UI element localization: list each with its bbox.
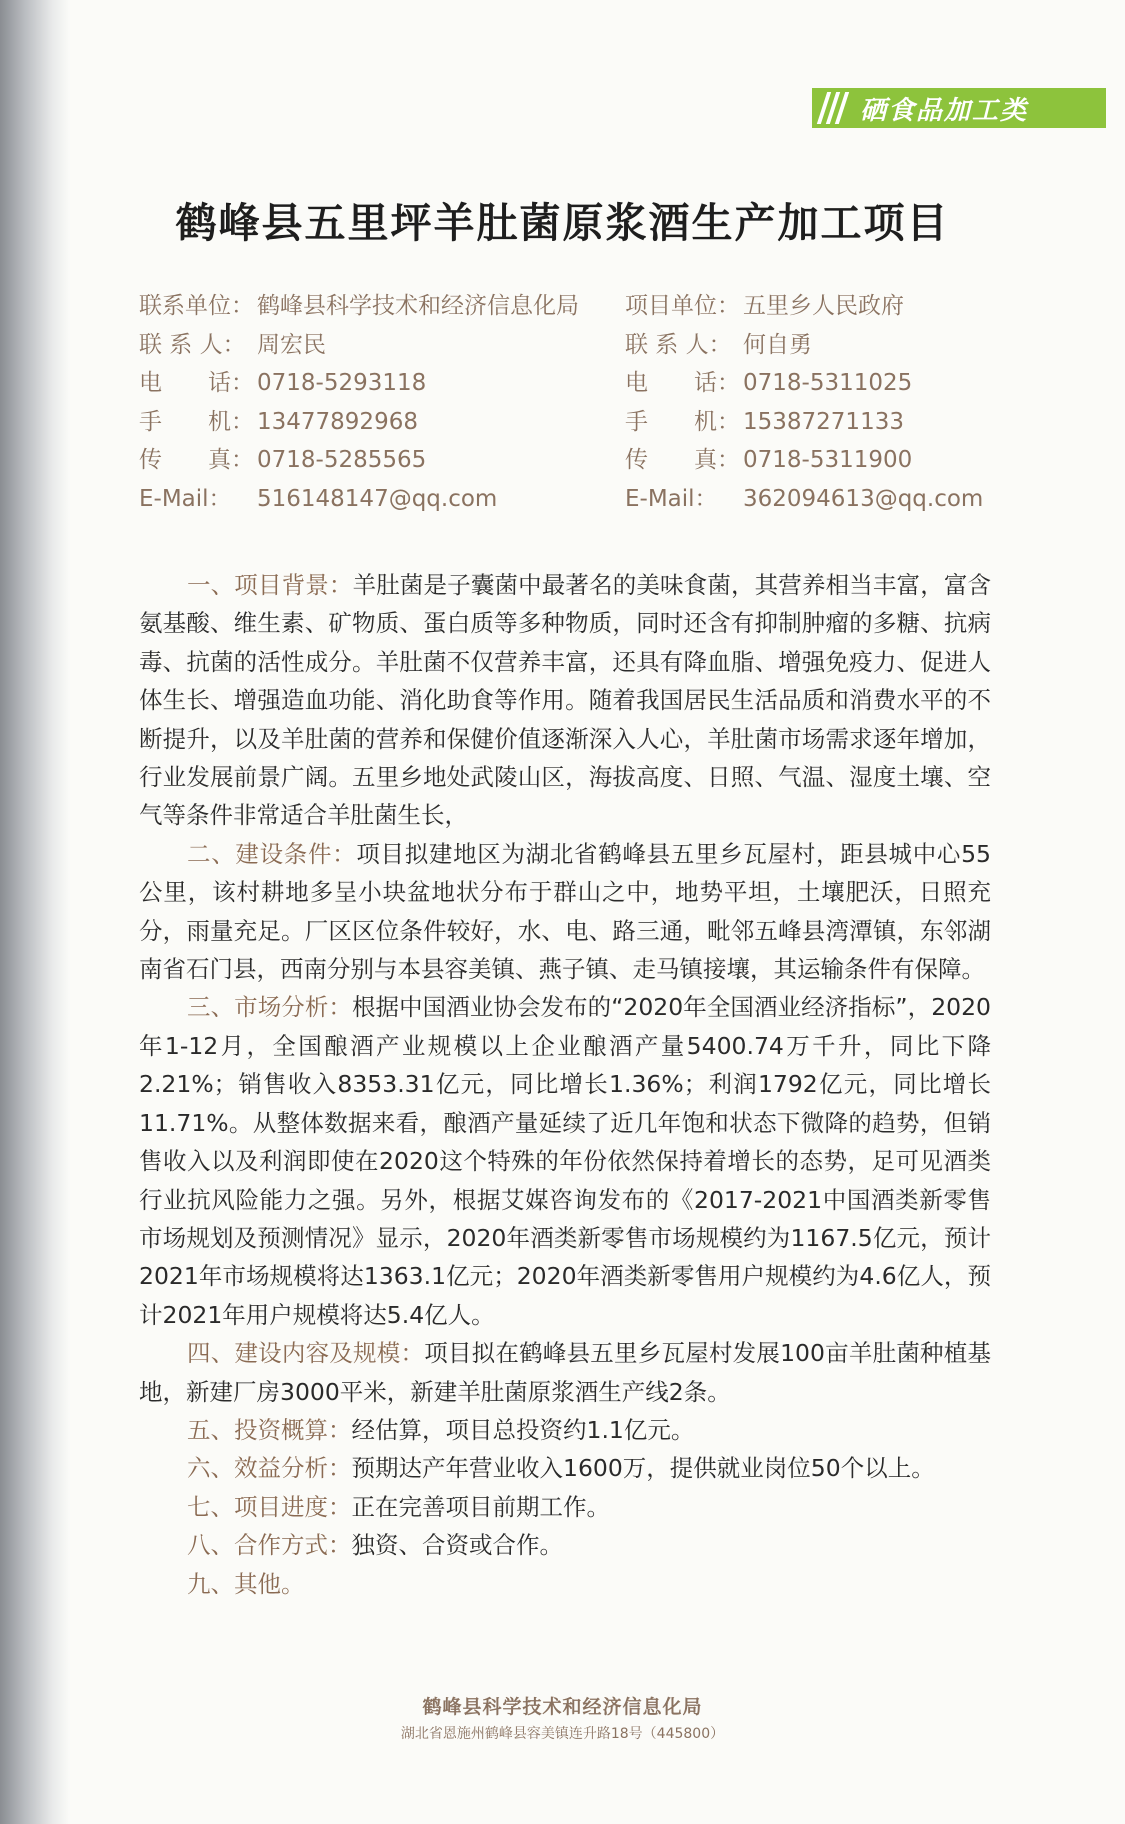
section-conditions (139, 835, 991, 989)
contact-label: 电 话： (139, 370, 254, 397)
category-tag (812, 88, 1106, 128)
page-spine-shadow (0, 0, 70, 1824)
contact-value: 鹤峰县科学技术和经济信息化局 (257, 293, 579, 319)
contact-row-right (625, 326, 1009, 365)
section-heading: 四、建设内容及规模： (187, 1339, 425, 1368)
contact-row-left (139, 480, 625, 519)
section-heading: 二、建设条件： (187, 839, 357, 868)
contact-value: 0718-5311025 (743, 370, 913, 397)
contact-row-right (625, 287, 1009, 326)
section-text: 独资、合资或合作。 (351, 1531, 563, 1560)
contact-label: 联 系 人： (139, 331, 246, 358)
contact-row-left (139, 287, 625, 326)
contact-label: 手 机： (625, 408, 740, 435)
section-heading: 八、合作方式： (187, 1531, 352, 1560)
stripes-icon (822, 92, 852, 124)
contact-value: 0718-5285565 (257, 447, 427, 474)
section-progress (139, 1488, 991, 1526)
contact-label: 项目单位： (625, 293, 740, 319)
contact-label: 联 系 人： (625, 331, 732, 358)
footer (0, 1692, 1125, 1743)
contact-value: 13477892968 (257, 408, 418, 435)
contact-label: E-Mail： (625, 485, 718, 512)
section-scope (139, 1334, 991, 1411)
section-market (139, 988, 991, 1334)
contact-row-right (625, 364, 1009, 403)
section-text: 经估算，项目总投资约1.1亿元。 (351, 1415, 695, 1444)
contact-label: E-Mail： (139, 485, 232, 512)
contact-value: 何自勇 (743, 331, 812, 358)
section-text: 项目拟在鹤峰县五里乡瓦屋村发展100亩羊肚菌种植基地，新建厂房3000平米，新建羊肚菌原浆酒生产线2条。 (139, 1339, 991, 1406)
contact-row-right (625, 480, 1009, 519)
contact-value: 周宏民 (257, 331, 326, 358)
section-text: 羊肚菌是子囊菌中最著名的美味食菌，其营养相当丰富，富含氨基酸、维生素、矿物质、蛋白质等多种物质，同时还含有抑制肿瘤的多糖、抗病毒、抗菌的活性成分。羊肚菌不仅营养丰富，还具有降血脂、增强免疫力、促进人体生长、增强造血功能、消化助食等作用。随着我国居民生活品质和消费水平的不断提升，以及羊肚菌的营养和保健价值逐渐深入人心，羊肚菌市场需求逐年增加，行业发展前景广阔。五里乡地处武陵山区，海拔高度、日照、气温、湿度土壤、空气等条件非常适合羊肚菌生长， (139, 571, 992, 830)
contact-value: 362094613@qq.com (743, 485, 984, 512)
contact-value: 0718-5311900 (743, 447, 913, 474)
contact-label: 电 话： (625, 370, 740, 397)
contact-label: 传 真： (625, 447, 740, 474)
footer-address: 湖北省恩施州鹤峰县容美镇连升路18号（445800） (400, 1726, 725, 1742)
section-heading: 九、其他。 (187, 1569, 305, 1598)
section-other (139, 1565, 991, 1603)
contact-value: 516148147@qq.com (257, 485, 498, 512)
section-text: 项目拟建地区为湖北省鹤峰县五里乡瓦屋村，距县城中心55公里，该村耕地多呈小块盆地状分布于群山之中，地势平坦，土壤肥沃，日照充分，雨量充足。厂区区位条件较好，水、电、路三通，毗邻五峰县湾潭镇，东邻湖南省石门县，西南分别与本县容美镇、燕子镇、走马镇接壤，其运输条件有保障。 (139, 839, 992, 984)
contact-row-right (625, 403, 1009, 442)
section-heading: 三、市场分析： (187, 993, 352, 1022)
contact-label: 传 真： (139, 447, 254, 474)
category-tag-label: 硒食品加工类 (860, 95, 1029, 126)
section-cooperation (139, 1526, 991, 1564)
section-heading: 一、项目背景： (187, 571, 353, 599)
contact-row-right (625, 441, 1009, 480)
contact-value: 15387271133 (743, 408, 904, 435)
contact-row-left (139, 364, 625, 403)
section-heading: 六、效益分析： (187, 1454, 352, 1483)
contact-value: 五里乡人民政府 (743, 293, 904, 319)
contact-label: 手 机： (139, 408, 254, 435)
section-heading: 五、投资概算： (187, 1415, 352, 1444)
footer-org: 鹤峰县科学技术和经济信息化局 (422, 1696, 703, 1718)
page-title: 鹤峰县五里坪羊肚菌原浆酒生产加工项目 (175, 199, 950, 247)
contact-label: 联系单位： (139, 293, 254, 319)
contact-row-left (139, 403, 625, 442)
section-benefit (139, 1449, 991, 1487)
contact-row-left (139, 326, 625, 365)
contact-value: 0718-5293118 (257, 370, 427, 397)
project-description (139, 566, 991, 1603)
contact-info (139, 287, 1009, 519)
section-text: 根据中国酒业协会发布的“2020年全国酒业经济指标”，2020年1-12月，全国酿酒产业规模以上企业酿酒产量5400.74万千升，同比下降2.21%；销售收入8353.31亿元，同比增长1.36%；利润1792亿元，同比增长11.71%。从整体数据来看，酿酒产量延续了近几年饱和状态下微降的趋势，但销售收入以及利润即使在2020这个特殊的年份依然保持着增长的态势，足可见酒类行业抗风险能力之强。另外，根据艾媒咨询发布的《2017-2021中国酒类新零售市场规划及预测情况》显示，2020年酒类新零售市场规模约为1167.5亿元，预计2021年市场规模将达1363.1亿元；2020年酒类新零售用户规模约为4.6亿人，预计2021年用户规模将达5.4亿人。 (139, 993, 992, 1329)
section-background (139, 566, 991, 835)
section-text: 正在完善项目前期工作。 (351, 1492, 610, 1521)
contact-row-left (139, 441, 625, 480)
section-heading: 七、项目进度： (187, 1492, 352, 1521)
section-text: 预期达产年营业收入1600万，提供就业岗位50个以上。 (351, 1454, 935, 1483)
section-investment (139, 1411, 991, 1449)
